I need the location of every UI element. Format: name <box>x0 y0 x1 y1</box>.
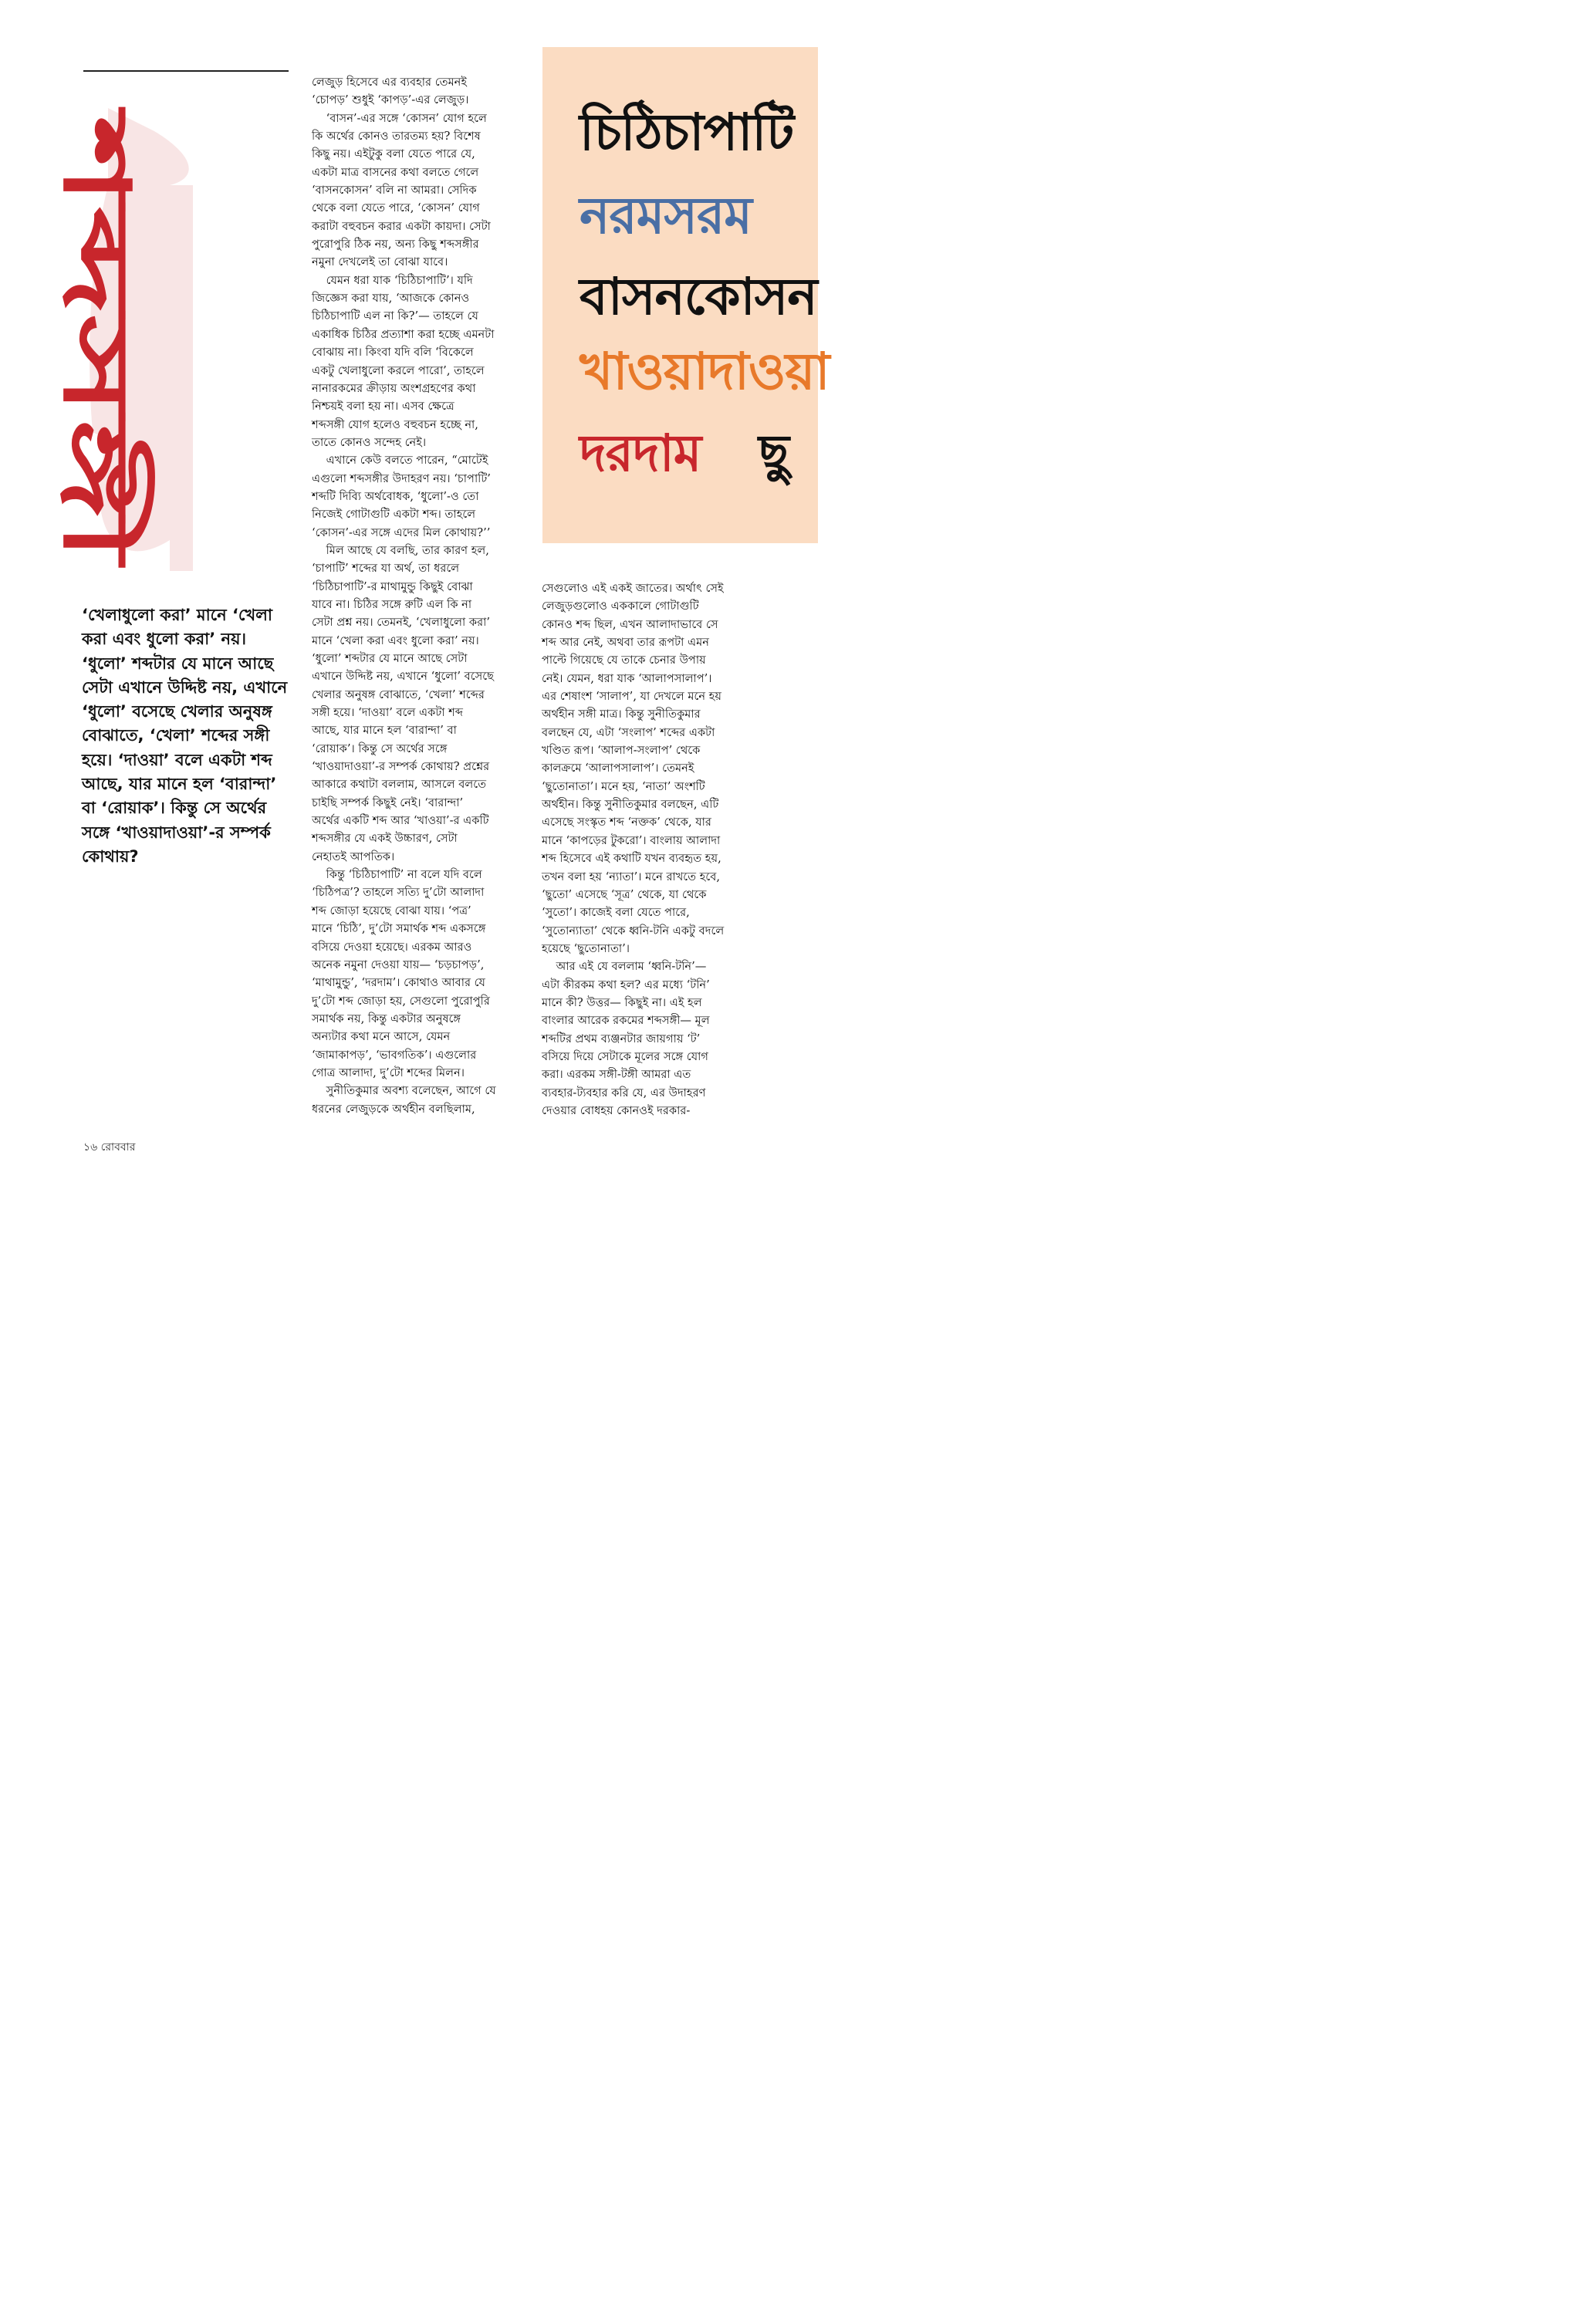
body-column-right: সেগুলোও এই একই জাতের। অর্থাৎ সেই লেজুড়গুলোও এককালে গোটাগুটি কোনও শব্দ ছিল, এখন আলাদাভাবে সে শব্দ আর নেই, অথবা তার রূপটা এমন পাল্টে গিয়েছে যে তাকে চেনার উপায় নেই। যেমন, ধরা যাক ‘আলাপসালাপ’। এর শেষাংশ ‘সালাপ’, যা দেখলে মনে হয় অর্থহীন সঙ্গী মাত্র। কিন্তু সুনীতিকুমার বলছেন যে, এটা ‘সংলাপ’ শব্দের একটা খণ্ডিত রূপ। ‘আলাপ-সংলাপ’ থেকে কালক্রমে ‘আলাপসালাপ’। তেমনই ‘ছুতোনাতা’। মনে হয়, ‘নাতা’ অংশটি অর্থহীন। কিন্তু সুনীতিকুমার বলছেন, এটি এসেছে সংস্কৃত শব্দ ‘নক্তক’ থেকে, যার মানে ‘কাপড়ের টুকরো’। বাংলায় আলাদা শব্দ হিসেবে এই কথাটি যখন ব্যবহৃত হয়, তখন বলা হয় ‘ন্যাতা’। মনে রাখতে হবে, ‘ছুতো’ এসেছে ‘সূত্র’ থেকে, যা থেকে ‘সুতো’। কাজেই বলা যেতে পারে, ‘সুতোন্যাতা’ থেকে ধ্বনি-টনি একটু বদলে হয়েছে ‘ছুতোনাতা’। আর এই যে বললাম ‘ধ্বনি-টনি’— এটা কীরকম কথা হল? এর মধ্যে ‘টনি’ মানে কী? উত্তর— কিছুই না। এই হল বাংলার আরেক রকমের শব্দসঙ্গী— মূল শব্দটির প্রথম ব্যঞ্জনটার জায়গায় ‘ট’ বসিয়ে দিয়ে সেটাকে মূলের সঙ্গে যোগ করা। এরকম সঙ্গী-টঙ্গী আমরা এত ব্যবহার-ট্যবহার করি যে, এর উদাহরণ দেওয়ার বোধহয় কোনওই দরকার- <box>542 582 725 1117</box>
illustration-word: ছু <box>759 424 789 483</box>
illustration-word: বাসনকোসন <box>580 267 817 326</box>
pull-quote: ‘খেলাধুলো করা’ মানে ‘খেলা করা এবং ধুলো করা’ নয়। ‘ধুলো’ শব্দটার যে মানে আছে সেটা এখানে উদ্দিষ্ট নয়, এখানে ‘ধুলো’ বসেছে খেলার অনুষঙ্গ বোঝাতে, ‘খেলা’ শব্দের সঙ্গী হয়ে। ‘দাওয়া’ বলে একটা শব্দ আছে, যার মানে হল ‘বারান্দা’ বা ‘রোয়াক’। কিন্তু সে অর্থের সঙ্গে ‘খাওয়াদাওয়া’-র সম্পর্ক কোথায়? <box>82 606 288 866</box>
illustration-word: দরদাম <box>580 424 701 483</box>
page-folio: ১৬ রোববার <box>83 1141 136 1154</box>
illustration-word: চিঠিচাপাটি <box>580 103 794 162</box>
illustration-word: খাওয়াদাওয়া <box>580 342 830 401</box>
word-illustration-panel <box>542 47 830 543</box>
title-text: শব্দসঙ্গী <box>43 116 150 380</box>
illustration-word: নরমসরম <box>580 186 752 245</box>
title-top-rule <box>83 70 289 72</box>
body-column-middle: লেজুড় হিসেবে এর ব্যবহার তেমনই ‘চোপড়’ শুধুই ‘কাপড়’-এর লেজুড়। ‘বাসন’-এর সঙ্গে ‘কোসন’ যোগ হলে কি অর্থের কোনও তারতম্য হয়? বিশেষ কিছু নয়। এইটুকু বলা যেতে পারে যে, একটা মাত্র বাসনের কথা বলতে গেলে ‘বাসনকোসন’ বলি না আমরা। সেদিক থেকে বলা যেতে পারে, ‘কোসন’ যোগ করাটা বহুবচন করার একটা কায়দা। সেটা পুরোপুরি ঠিক নয়, অন্য কিছু শব্দসঙ্গীর নমুনা দেখলেই তা বোঝা যাবে। যেমন ধরা যাক ‘চিঠিচাপাটি’। যদি জিজ্ঞেস করা যায়, ‘আজকে কোনও চিঠিচাপাটি এল না কি?’— তাহলে যে একাধিক চিঠির প্রত্যাশা করা হচ্ছে এমনটা বোঝায় না। কিংবা যদি বলি ‘বিকেলে একটু খেলাধুলো করলে পারো’, তাহলে নানারকমের ক্রীড়ায় অংশগ্রহণের কথা নিশ্চয়ই বলা হয় না। এসব ক্ষেত্রে শব্দসঙ্গী যোগ হলেও বহুবচন হচ্ছে না, তাতে কোনও সন্দেহ নেই। এখানে কেউ বলতে পারেন, “মোটেই এগুলো শব্দসঙ্গীর উদাহরণ নয়। ‘চাপাটি’ শব্দটি দিব্যি অর্থবোধক, ‘ধুলো’-ও তো নিজেই গোটাগুটি একটা শব্দ। তাহলে ‘কোসন’-এর সঙ্গে এদের মিল কোথায়?’’ মিল আছে যে বলছি, তার কারণ হল, ‘চাপাটি’ শব্দের যা অর্থ, তা ধরলে ‘চিঠিচাপাটি’-র মাথামুন্ডু কিছুই বোঝা যাবে না। চিঠির সঙ্গে রুটি এল কি না সেটা প্রশ্ন নয়। তেমনই, ‘খেলাধুলো করা’ মানে ‘খেলা করা এবং ধুলো করা’ নয়। ‘ধুলো’ শব্দটার যে মানে আছে সেটা এখানে উদ্দিষ্ট নয়, এখানে ‘ধুলো’ বসেছে খেলার অনুষঙ্গ বোঝাতে, ‘খেলা’ শব্দের সঙ্গী হয়ে। ‘দাওয়া’ বলে একটা শব্দ আছে, যার মানে হল ‘বারান্দা’ বা ‘রোয়াক’। কিন্তু সে অর্থের সঙ্গে ‘খাওয়াদাওয়া’-র সম্পর্ক কোথায়? প্রশ্নের আকারে কথাটা বললাম, আসলে বলতে চাইছি সম্পর্ক কিছুই নেই। ‘বারান্দা’ অর্থের একটি শব্দ আর ‘খাওয়া’-র একটি শব্দসঙ্গীর যে একই উচ্চারণ, সেটা নেহাতই আপতিক। কিন্তু ‘চিঠিচাপাটি’ না বলে যদি বলে ‘চিঠিপত্র’? তাহলে সত্যি দু’টো আলাদা শব্দ জোড়া হয়েছে বোঝা যায়। ‘পত্র’ মানে ‘চিঠি’, দু’টো সমার্থক শব্দ একসঙ্গে বসিয়ে দেওয়া হয়েছে। এরকম আরও অনেক নমুনা দেওয়া যায়— ‘চড়চাপড়’, ‘মাথামুন্ডু’, ‘দরদাম’। কোথাও আবার যে দু’টো শব্দ জোড়া হয়, সেগুলো পুরোপুরি সমার্থক নয়, কিন্তু একটার অনুষঙ্গে অন্যটার কথা মনে আসে, যেমন ‘জামাকাপড়’, ‘ভাবগতিক’। এগুলোর গোত্র আলাদা, দু’টো শব্দের মিলন। সুনীতিকুমার অবশ্য বলেছেন, আগে যে ধরনের লেজুড়কে অর্থহীন বলছিলাম, <box>312 76 496 1116</box>
vertical-title <box>43 108 220 571</box>
